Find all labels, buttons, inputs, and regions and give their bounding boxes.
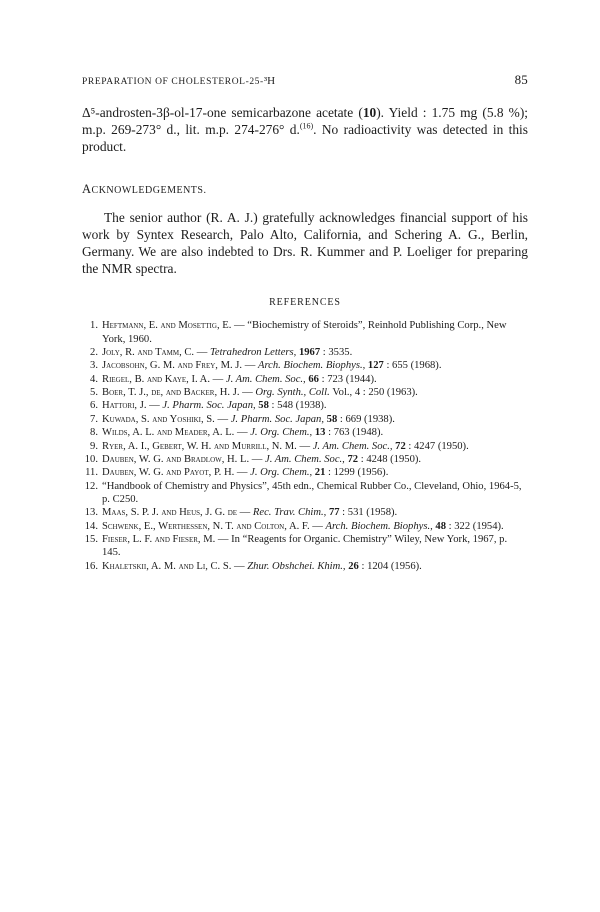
reference-volume: 26 [348,560,359,572]
reference-number: 6. [90,400,98,412]
reference-pages: : 548 (1938). [268,400,327,412]
reference-separator: — [194,346,210,358]
reference-journal: J. Am. Chem. Soc., [312,440,396,452]
reference-volume: 1967 [298,346,321,358]
reference-journal: J. Am. Chem. Soc., [265,454,348,466]
reference-authors: Hattori, J. [102,400,147,412]
reference-pages: : 4247 (1950). [405,440,469,452]
reference-separator: — [234,467,251,479]
reference-authors: Kuwada, S. and Yoshiki, S. [102,413,215,425]
reference-journal: Zhur. Obshchei. Khim., [247,560,349,572]
compound-text: Δ⁵-androsten-3β-ol-17-one semicarbazone acetate ( [82,105,363,120]
continuation-paragraph [82,104,528,156]
reference-item [82,399,528,412]
reference-separator: — [234,427,251,439]
reference-journal: Arch. Biochem. Biophys., [325,520,436,532]
reference-authors: Dauben, W. G. and Bradlow, H. L. [102,454,250,466]
reference-item [82,533,528,559]
reference-pages: : 1204 (1956). [358,560,422,572]
reference-pages: : 655 (1968). [383,360,442,372]
reference-number: 13. [84,507,98,519]
reference-text: “Biochemistry of Steroids”, Reinhold Publishing Corp., New York, 1960. [102,320,507,345]
reference-pages: : 669 (1938). [337,413,395,425]
acknowledgements-text: The senior author (R. A. J.) gratefully acknowledges financial support of his work by Syntex Research, Palo Alto, California, and Schering A. G., Berlin, Germany. We are also indebted to Drs. R. Kummer and P. Loeliger for preparing the NMR spectra. [82,209,528,277]
references-heading: REFERENCES [269,297,341,309]
reference-pages: Vol., 4 : 250 (1963). [332,387,418,399]
citation-ref: (16) [299,121,314,131]
reference-volume: 21 [314,467,326,479]
reference-volume: 127 [367,360,384,372]
reference-separator: — [296,440,313,452]
reference-number: 1. [90,320,98,332]
reference-journal: Tetrahedron Letters, [209,346,299,358]
reference-separator: — [215,534,232,546]
reference-item [82,520,528,533]
reference-number: 15. [84,534,98,546]
reference-pages: : 3535. [320,346,353,358]
running-head [82,72,528,88]
reference-item [82,560,528,573]
reference-journal: J. Org. Chem., [250,427,315,439]
reference-volume: 58 [258,400,269,412]
continuation-tail: . No radioactivity was detected in this product. [82,122,528,155]
reference-pages: : 322 (1954). [446,520,504,532]
reference-pages: : 723 (1944). [318,373,377,385]
reference-separator: — [146,400,163,412]
reference-journal: J. Pharm. Soc. Japan, [162,400,259,412]
reference-authors: Schwenk, E., Werthessen, N. T. and Colton, A. F. [102,520,310,532]
reference-number: 9. [90,440,98,452]
reference-authors: Fieser, L. F. and Fieser, M. [102,534,216,546]
reference-item [82,373,528,386]
reference-pages: : 531 (1958). [339,507,398,519]
reference-item [82,506,528,519]
reference-separator: — [214,413,231,425]
running-title-isotope: ³H [263,75,276,87]
reference-number: 12. [84,480,98,492]
reference-number: 10. [84,454,98,466]
page-number: 85 [514,72,528,87]
reference-authors: Joly, R. and Tamm, C. [102,346,195,358]
reference-separator: — [231,320,248,332]
references-list [82,319,528,572]
reference-volume: 72 [395,440,406,452]
reference-authors: Jacobsohn, G. M. and Frey, M. J. [102,360,243,372]
reference-separator: — [309,520,326,532]
reference-item [82,319,528,345]
reference-number: 5. [90,387,98,399]
reference-authors: Riegel, B. and Kaye, I. A. [102,373,210,385]
reference-volume: 72 [347,454,359,466]
reference-number: 3. [90,360,98,372]
acknowledgements-heading [82,182,528,197]
yield-text: ). Yield : 1.75 mg (5.8 %); m.p. 269-273° d., lit. m.p. 274-276° d. [82,105,529,138]
reference-item [82,480,528,506]
reference-journal: J. Am. Chem. Soc., [225,373,309,385]
reference-item [82,466,528,479]
reference-pages: : 763 (1948). [325,427,384,439]
reference-item [82,426,528,439]
acknowledgements-heading-initial: A [82,181,92,196]
reference-item [82,453,528,466]
reference-journal: J. Pharm. Soc. Japan, [230,413,327,425]
reference-number: 7. [90,413,98,425]
reference-number: 11. [85,467,98,479]
acknowledgements-heading-rest: CKNOWLEDGEMENTS. [91,184,207,196]
reference-separator: — [209,373,226,385]
reference-item [82,440,528,453]
reference-separator: — [237,507,253,519]
reference-authors: Boer, T. J., de, and Backer, H. J. [102,387,240,399]
reference-text: In “Reagents for Organic. Chemistry” Wiley, New York, 1967, p. 145. [102,534,508,559]
running-title [82,75,275,87]
reference-authors: Ryer, A. I., Gebert, W. H. and Murrill, N. M. [102,440,297,452]
reference-text: “Handbook of Chemistry and Physics”, 45th edn., Chemical Rubber Co., Cleveland, Ohio, 1964-5, p. C250. [102,480,522,505]
reference-pages: : 4248 (1950). [358,454,422,466]
reference-number: 4. [90,373,98,385]
reference-separator: — [231,560,248,572]
reference-journal: Rec. Trav. Chim., [252,507,329,519]
reference-volume: 66 [308,373,319,385]
reference-item [82,359,528,372]
reference-separator: — [242,360,258,372]
reference-authors: Wilds, A. L. and Meader, A. L. [102,427,235,439]
reference-number: 16. [84,560,98,572]
reference-journal: J. Org. Chem., [250,467,315,479]
compound-number: 10 [362,105,377,120]
page [82,72,528,573]
reference-volume: 48 [435,520,447,532]
reference-authors: Dauben, W. G. and Payot, P. H. [102,467,235,479]
reference-number: 14. [84,520,98,532]
reference-pages: : 1299 (1956). [325,467,389,479]
reference-item [82,346,528,359]
reference-separator: — [249,454,265,466]
reference-number: 8. [90,427,98,439]
reference-number: 2. [90,346,98,358]
reference-volume: 58 [326,413,338,425]
reference-authors: Khaletskii, A. M. and Li, C. S. [102,560,232,572]
reference-journal: Org. Synth., Coll. [255,387,333,399]
reference-authors: Heftmann, E. and Mosettig, E. [102,320,232,332]
reference-volume: 13 [314,427,326,439]
reference-separator: — [239,387,256,399]
running-title-text: PREPARATION OF CHOLESTEROL-25- [82,77,264,87]
reference-journal: Arch. Biochem. Biophys., [257,360,368,372]
reference-item [82,386,528,399]
reference-authors: Maas, S. P. J. and Heus, J. G. de [102,507,238,519]
reference-volume: 77 [328,507,340,519]
reference-item [82,413,528,426]
